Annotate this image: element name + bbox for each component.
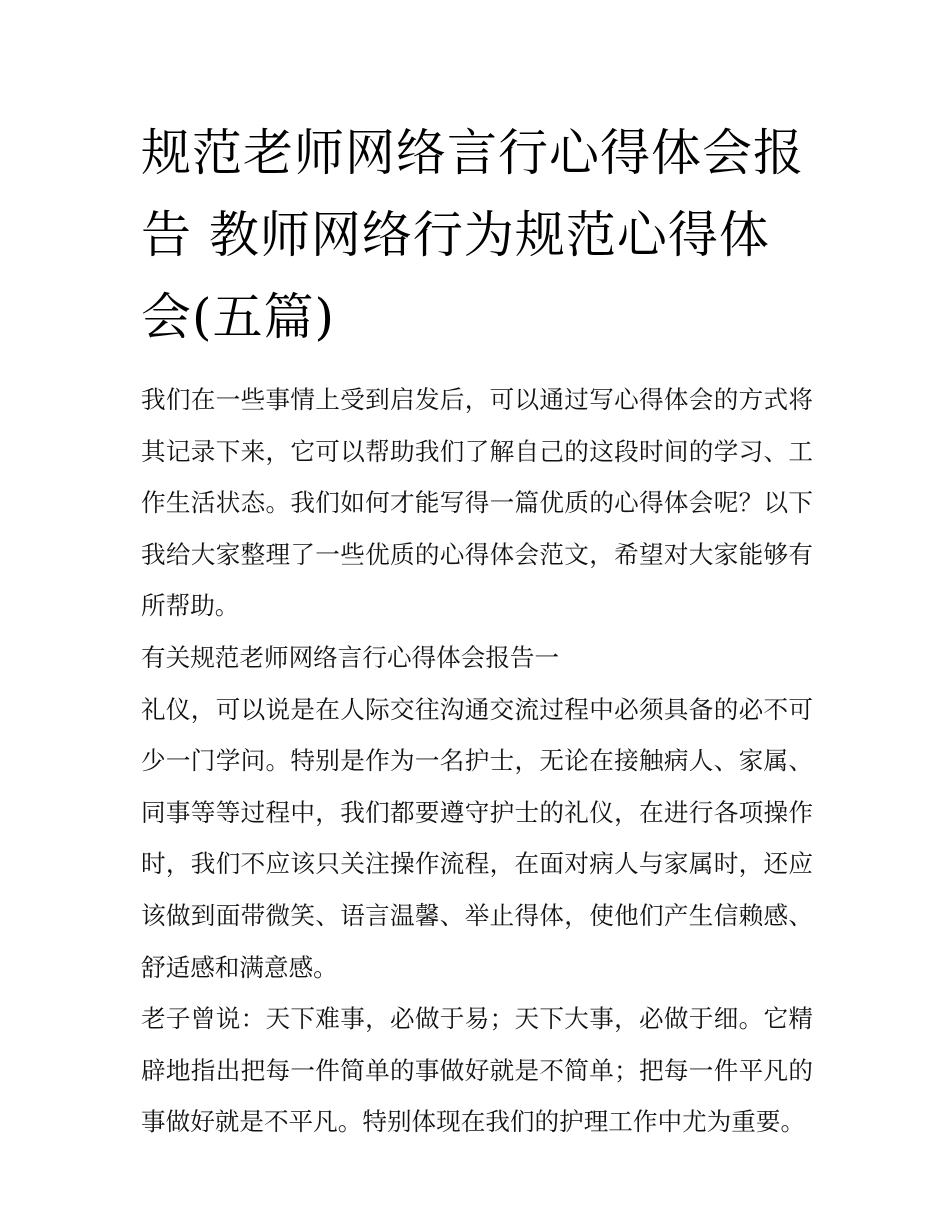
body-paragraph-1: 礼仪，可以说是在人际交往沟通交流过程中必须具备的必不可少一门学问。特别是作为一名护士，无论在接触病人、家属、同事等等过程中，我们都要遵守护士的礼仪，在进行各项操作时，我们不应该只关注操作流程，在面对病人与家属时，还应该做到面带微笑、语言温馨、举止得体，使他们产生信赖感、舒适感和满意感。 xyxy=(141,694,813,982)
document-title: 规范老师网络言行心得体会报告 教师网络行为规范心得体会(五篇) xyxy=(141,124,804,346)
document-page xyxy=(141,112,813,1148)
document-body xyxy=(141,374,813,1148)
body-paragraph-2: 老子曾说：天下难事，必做于易；天下大事，必做于细。它精辟地指出把每一件简单的事做好就是不简单；把每一件平凡的事做好就是不平凡。特别体现在我们的护理工作中尤为重要。 xyxy=(141,1004,813,1137)
intro-paragraph: 我们在一些事情上受到启发后，可以通过写心得体会的方式将其记录下来，它可以帮助我们了解自己的这段时间的学习、工作生活状态。我们如何才能写得一篇优质的心得体会呢？以下我给大家整理了一些优质的心得体会范文，希望对大家能够有所帮助。 xyxy=(141,385,813,621)
section-heading: 有关规范老师网络言行心得体会报告一 xyxy=(141,642,560,672)
